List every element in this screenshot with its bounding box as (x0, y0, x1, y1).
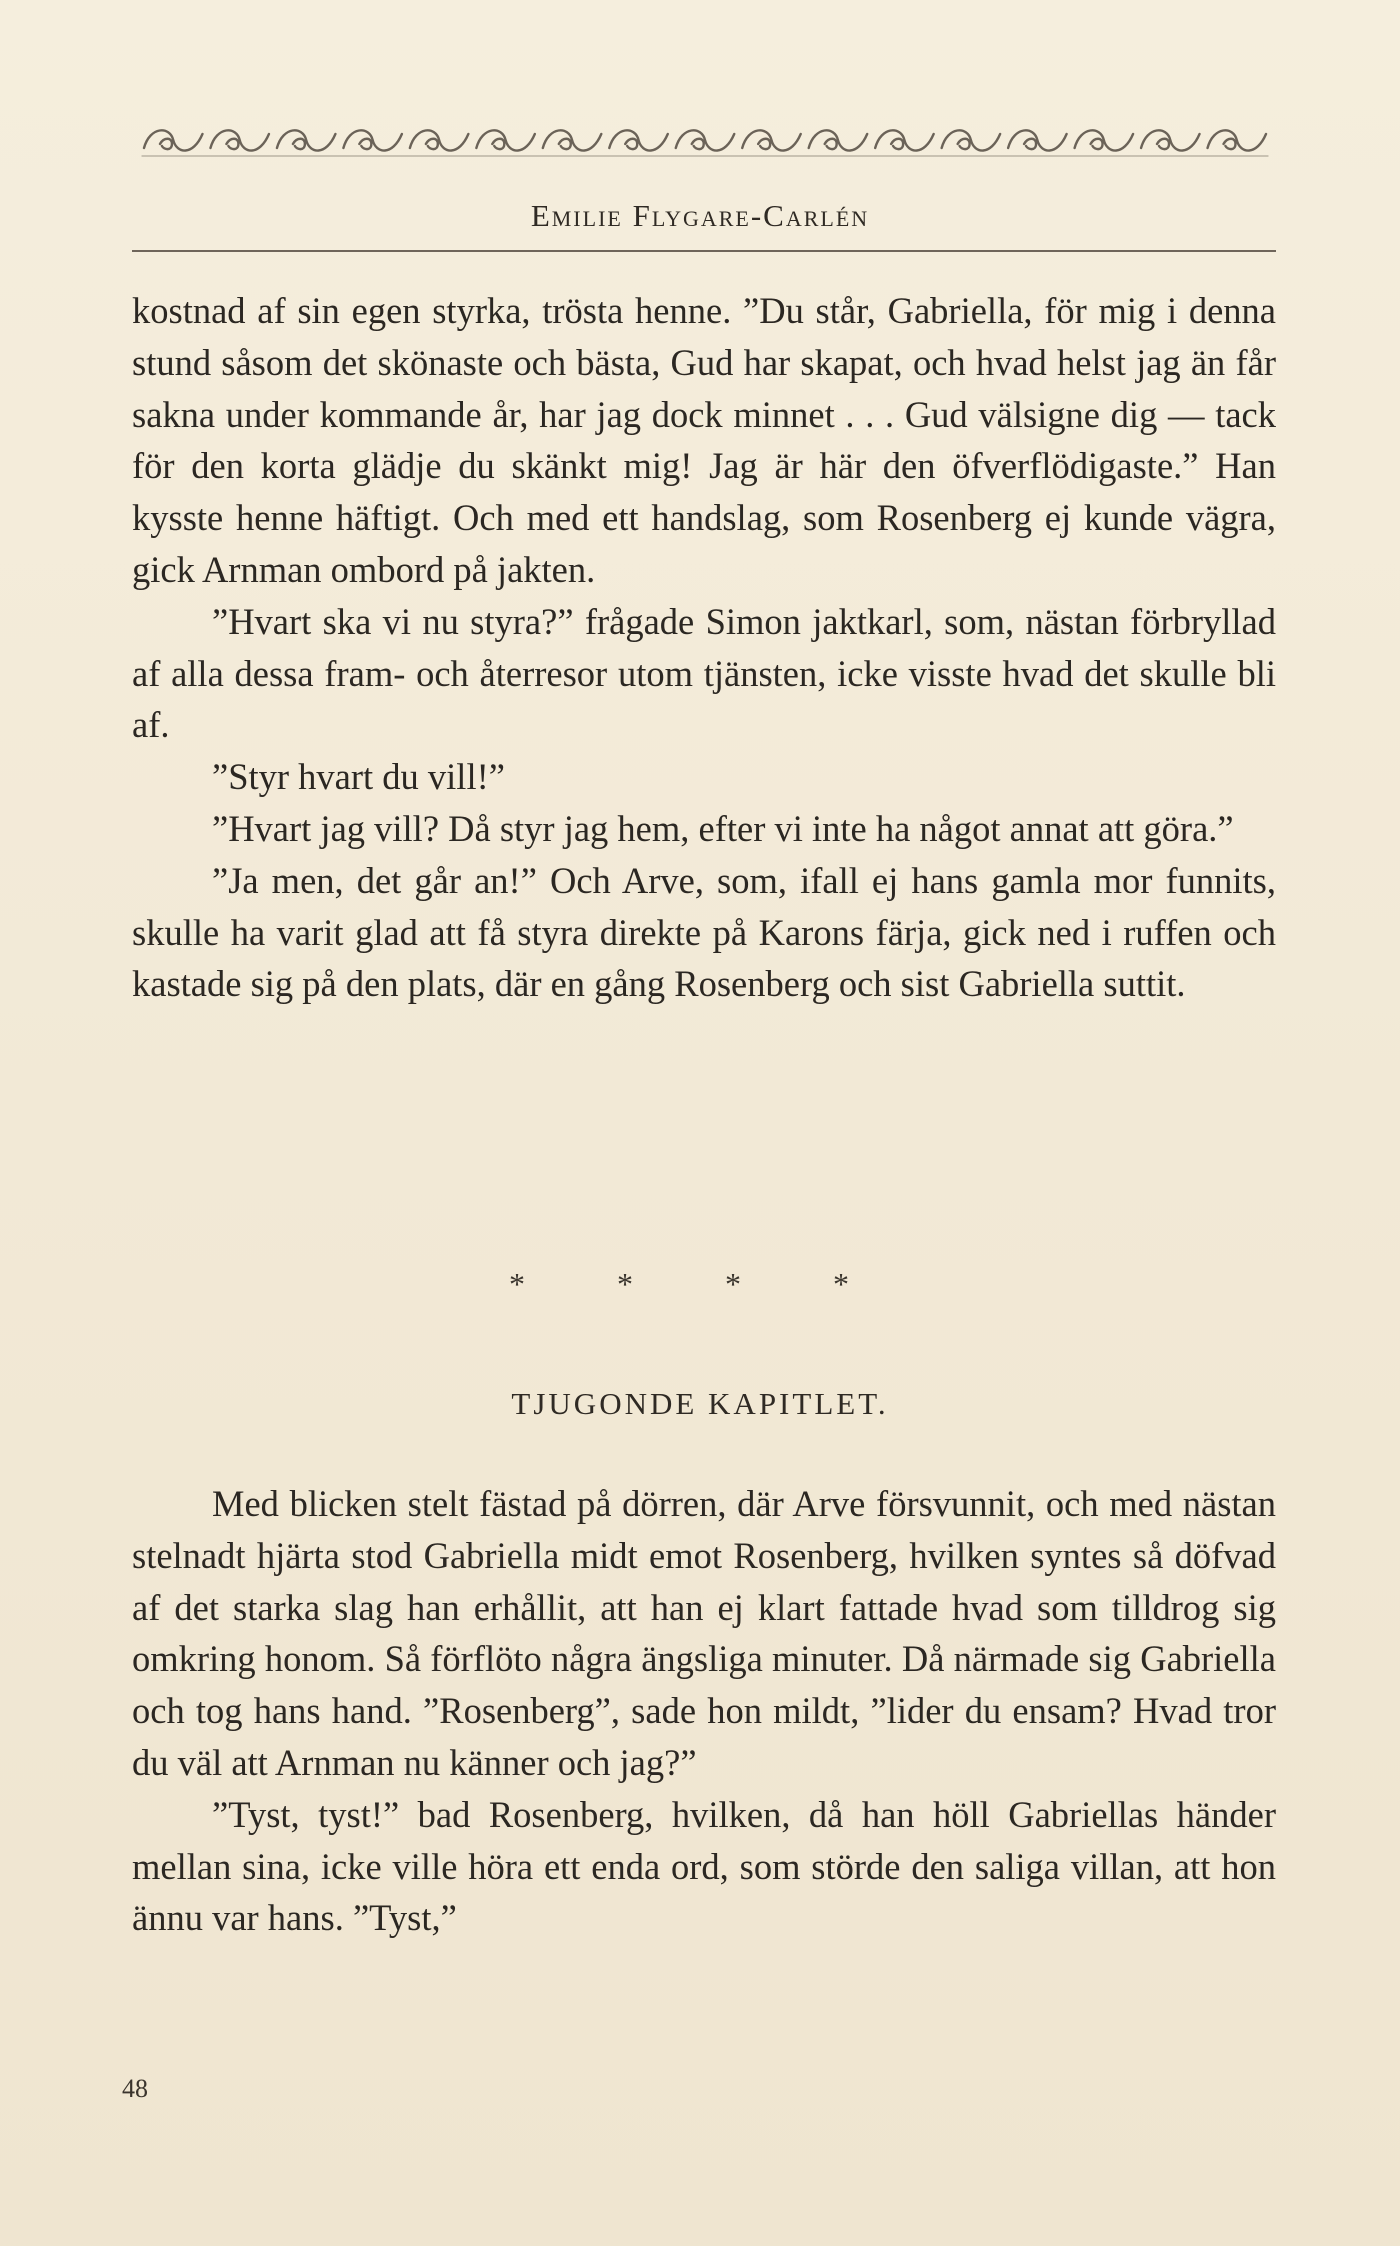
chapter-title: TJUGONDE KAPITLET. (511, 1386, 889, 1421)
paragraph: ”Hvart ska vi nu styra?” frågade Simon jaktkarl, som, nästan förbryllad af alla dessa fram- och återresor utom tjänsten, icke visste hvad det skulle bli af. (132, 600, 1276, 746)
ornament-scroll (210, 130, 268, 150)
paragraph: ”Hvart jag vill? Då styr jag hem, efter vi inte ha något annat att göra.” (212, 807, 1234, 849)
header-rule (132, 250, 1276, 252)
paragraph: Med blicken stelt fästad på dörren, där Arve försvunnit, och med nästan stelnadt hjärta stod Gabriella midt emot Rosenberg, hvilken syntes så döfvad af det starka slag han erhållit, att han ej klart fattade hvad som tilldrog sig omkring honom. Så förflöto några ängsliga minuter. Då närmade sig Gabriella och tog hans hand. ”Rosenberg”, sade hon mildt, ”lider du ensam? Hvad tror du väl att Arnman nu känner och jag?” (132, 1483, 1276, 1783)
ornament-scroll (1141, 130, 1199, 150)
ornament-scroll (277, 130, 335, 150)
ornament-scroll (543, 130, 601, 150)
ornament-scroll (1008, 130, 1066, 150)
ornament-scroll (809, 130, 867, 150)
page-number: 48 (122, 2074, 148, 2103)
paragraph: kostnad af sin egen styrka, trösta henne. ”Du står, Gabriella, för mig i denna stund såsom det skönaste och bästa, Gud har skapat, och hvad helst jag än får sakna under kommande år, har jag dock minnet . . . Gud välsigne dig — tack för den korta glädje du skänkt mig! Jag är här den öfverflödigaste.” Han kysste henne häftigt. Och med ett handslag, som Rosenberg ej kunde vägra, gick Arnman ombord på jakten. (132, 290, 1276, 590)
ornament-scroll (1075, 130, 1133, 150)
text-block-chapter (132, 1478, 1276, 1944)
decorative-border-ornament (140, 118, 1270, 164)
ornament-scroll (609, 130, 667, 150)
text-block-before-chapter (132, 285, 1276, 1010)
ornament-scroll (476, 130, 534, 150)
ornament-scroll (942, 130, 1000, 150)
ornament-scroll (144, 130, 202, 150)
ornament-scroll (410, 130, 468, 150)
paragraph: ”Styr hvart du vill!” (212, 756, 505, 798)
ornament-scroll (1208, 130, 1266, 150)
ornament-scroll (742, 130, 800, 150)
ornament-scroll (875, 130, 933, 150)
ornament-scroll (676, 130, 734, 150)
paragraph: ”Tyst, tyst!” bad Rosenberg, hvilken, då han höll Gabriellas händer mellan sina, icke ville höra ett enda ord, som störde den saliga villan, att hon ännu var hans. ”Tyst,” (132, 1793, 1276, 1939)
section-break-asterisks: * * * * (509, 1266, 891, 1302)
paragraph: ”Ja men, det går an!” Och Arve, som, ifall ej hans gamla mor funnits, skulle ha varit glad att få styra direkte på Karons färja, gick ned i ruffen och kastade sig på den plats, där en gång Rosenberg och sist Gabriella suttit. (132, 859, 1276, 1005)
running-head: Emilie Flygare-Carlén (530, 198, 870, 233)
ornament-scroll (343, 130, 401, 150)
